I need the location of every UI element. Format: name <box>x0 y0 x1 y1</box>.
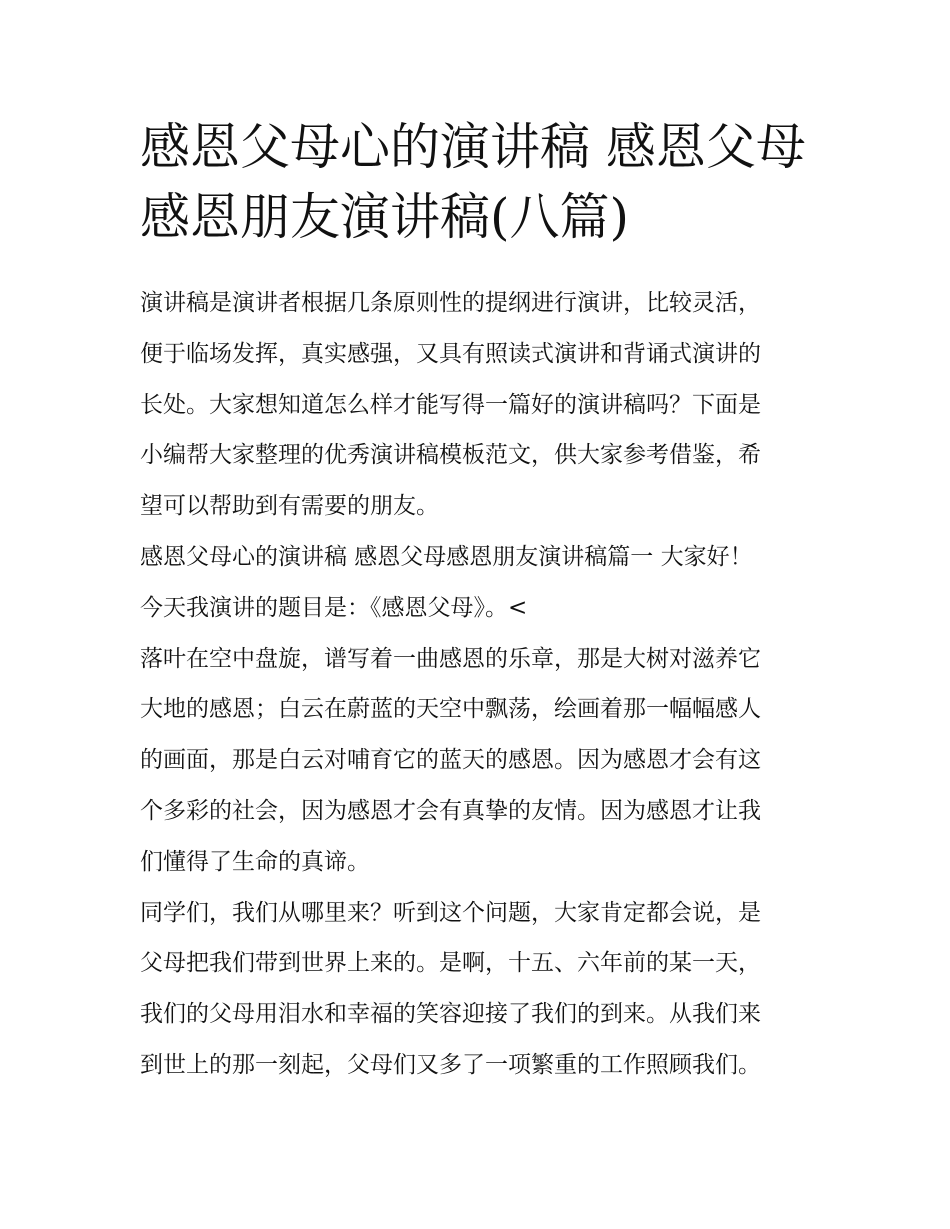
body-line: 们懂得了生命的真谛。 <box>140 848 370 875</box>
body-line: 同学们，我们从哪里来？听到这个问题，大家肯定都会说，是 <box>140 899 761 926</box>
title-line: 感恩父母心的演讲稿 感恩父母 <box>140 118 806 176</box>
body-line: 今天我演讲的题目是：《感恩父母》。< <box>140 594 528 621</box>
body-line: 便于临场发挥，真实感强，又具有照读式演讲和背诵式演讲的 <box>140 340 761 367</box>
body-line: 演讲稿是演讲者根据几条原则性的提纲进行演讲，比较灵活， <box>140 290 761 316</box>
document-body <box>140 278 830 1091</box>
body-line: 个多彩的社会，因为感恩才会有真挚的友情。因为感恩才让我 <box>140 797 761 824</box>
body-line: 父母把我们带到世界上来的。是啊，十五、六年前的某一天， <box>140 950 761 977</box>
body-line: 我们的父母用泪水和幸福的笑容迎接了我们的到来。从我们来 <box>140 1001 761 1028</box>
body-line: 长处。大家想知道怎么样才能写得一篇好的演讲稿吗？下面是 <box>140 391 761 418</box>
body-line: 到世上的那一刻起，父母们又多了一项繁重的工作照顾我们。 <box>140 1051 761 1078</box>
body-line: 小编帮大家整理的优秀演讲稿模板范文，供大家参考借鉴，希 <box>140 442 761 469</box>
body-line: 的画面，那是白云对哺育它的蓝天的感恩。因为感恩才会有这 <box>140 747 761 774</box>
document-title <box>140 112 830 252</box>
body-line: 望可以帮助到有需要的朋友。 <box>140 493 439 520</box>
body-line: 感恩父母心的演讲稿 感恩父母感恩朋友演讲稿篇一 大家好！ <box>140 543 753 570</box>
title-line: 感恩朋友演讲稿(八篇) <box>140 188 630 246</box>
body-line: 大地的感恩；白云在蔚蓝的天空中飘荡，绘画着那一幅幅感人 <box>140 696 761 723</box>
body-line: 落叶在空中盘旋，谱写着一曲感恩的乐章，那是大树对滋养它 <box>140 645 761 672</box>
